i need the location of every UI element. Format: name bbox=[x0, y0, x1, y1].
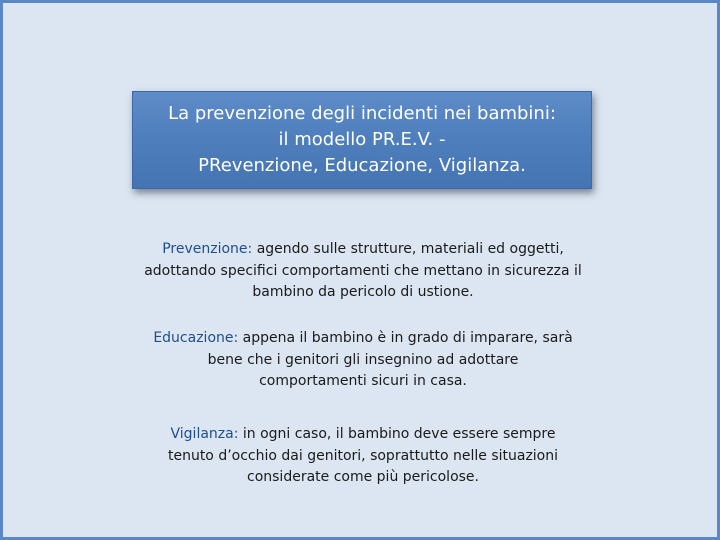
paragraph-line bbox=[113, 328, 613, 350]
paragraph-line bbox=[113, 424, 613, 446]
term-prevenzione: Prevenzione: bbox=[162, 241, 253, 257]
paragraph-line: considerate come più pericolose. bbox=[247, 469, 479, 485]
term-vigilanza: Vigilanza: bbox=[170, 426, 239, 442]
title-line-1: La prevenzione degli incidenti nei bambini: bbox=[168, 103, 556, 124]
title-box bbox=[132, 91, 592, 189]
term-educazione: Educazione: bbox=[153, 330, 239, 346]
paragraph-vigilanza bbox=[113, 424, 613, 489]
paragraph-line: adottando specifici comportamenti che mettano in sicurezza il bbox=[144, 262, 582, 279]
title-line-3: PRevenzione, Educazione, Vigilanza. bbox=[198, 155, 526, 176]
paragraph-educazione bbox=[113, 328, 613, 393]
paragraph-line bbox=[113, 239, 613, 261]
paragraph-text: appena il bambino è in grado di imparare, sarà bbox=[238, 330, 573, 346]
paragraph-line: bene che i genitori gli insegnino ad adottare bbox=[207, 351, 519, 368]
paragraph-prevenzione bbox=[113, 239, 613, 304]
paragraph-text: agendo sulle strutture, materiali ed oggetti, bbox=[252, 241, 564, 257]
title-line-2: il modello PR.E.V. - bbox=[278, 129, 446, 150]
paragraph-line: comportamenti sicuri in casa. bbox=[259, 373, 467, 389]
paragraph-text: in ogni caso, il bambino deve essere sempre bbox=[238, 426, 556, 442]
paragraph-line: bambino da pericolo di ustione. bbox=[252, 284, 474, 300]
paragraph-line: tenuto d’occhio dai genitori, soprattutto nelle situazioni bbox=[167, 447, 559, 464]
